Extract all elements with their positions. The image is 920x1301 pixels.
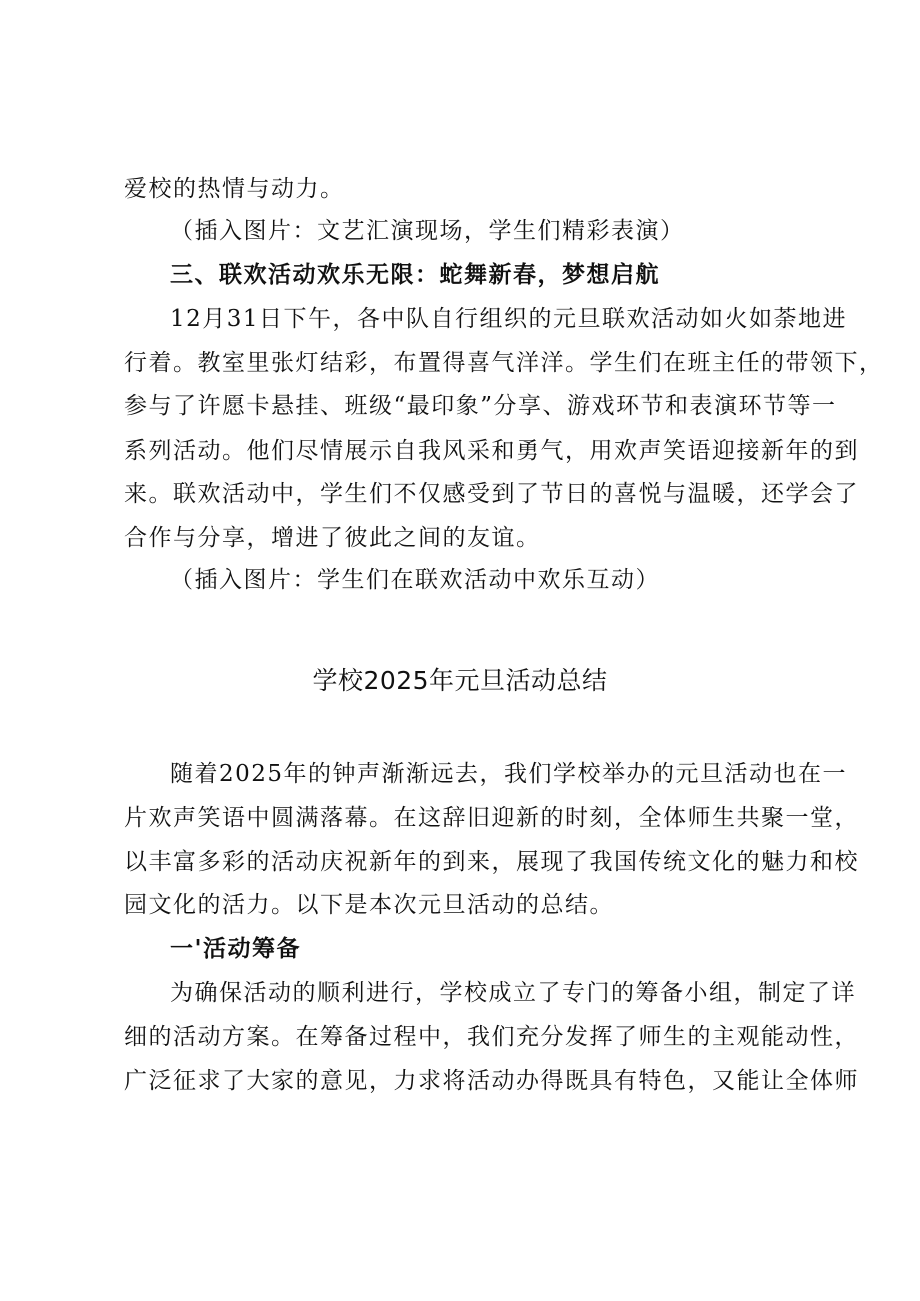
image-placeholder-caption: （插入图片：学生们在联欢活动中欢乐互动） — [170, 567, 660, 593]
paragraph-line: 参与了许愿卡悬挂、班级“最印象”分享、游戏环节和表演环节等一 — [124, 393, 837, 419]
paragraph-line: 以丰富多彩的活动庆祝新年的到来，展现了我国传统文化的魅力和校 — [124, 849, 859, 875]
section-heading: 一'活动筹备 — [170, 935, 302, 962]
paragraph-line: 园文化的活力。以下是本次元旦活动的总结。 — [124, 892, 614, 918]
paragraph-line: 爱校的热情与动力。 — [124, 176, 345, 202]
paragraph-line: 细的活动方案。在筹备过程中，我们充分发挥了师生的主观能动性， — [124, 1024, 859, 1050]
paragraph-line: 为确保活动的顺利进行，学校成立了专门的筹备小组，制定了详 — [170, 980, 856, 1006]
document-title: 学校2025年元旦活动总结 — [312, 666, 608, 695]
image-placeholder-caption: （插入图片：文艺汇演现场，学生们精彩表演） — [170, 218, 685, 244]
paragraph-line: 行着。教室里张灯结彩，布置得喜气洋洋。学生们在班主任的带领下， — [124, 350, 884, 376]
paragraph-line: 系列活动。他们尽情展示自我风采和勇气，用欢声笑语迎接新年的到 — [124, 438, 859, 464]
paragraph-line: 来。联欢活动中，学生们不仅感受到了节日的喜悦与温暖，还学会了 — [124, 481, 859, 507]
paragraph-line: 片欢声笑语中圆满落幕。在这辞旧迎新的时刻，全体师生共聚一堂， — [124, 805, 859, 831]
paragraph-line: 广泛征求了大家的意见，力求将活动办得既具有特色，又能让全体师 — [124, 1068, 859, 1094]
paragraph-line: 合作与分享，增进了彼此之间的友谊。 — [124, 525, 541, 551]
paragraph-line: 随着2025年的钟声渐渐远去，我们学校举办的元旦活动也在一 — [170, 761, 848, 787]
section-heading: 三、联欢活动欢乐无限：蛇舞新春，梦想启航 — [170, 261, 660, 288]
paragraph-line: 12月31日下午，各中队自行组织的元旦联欢活动如火如荼地进 — [170, 306, 848, 332]
